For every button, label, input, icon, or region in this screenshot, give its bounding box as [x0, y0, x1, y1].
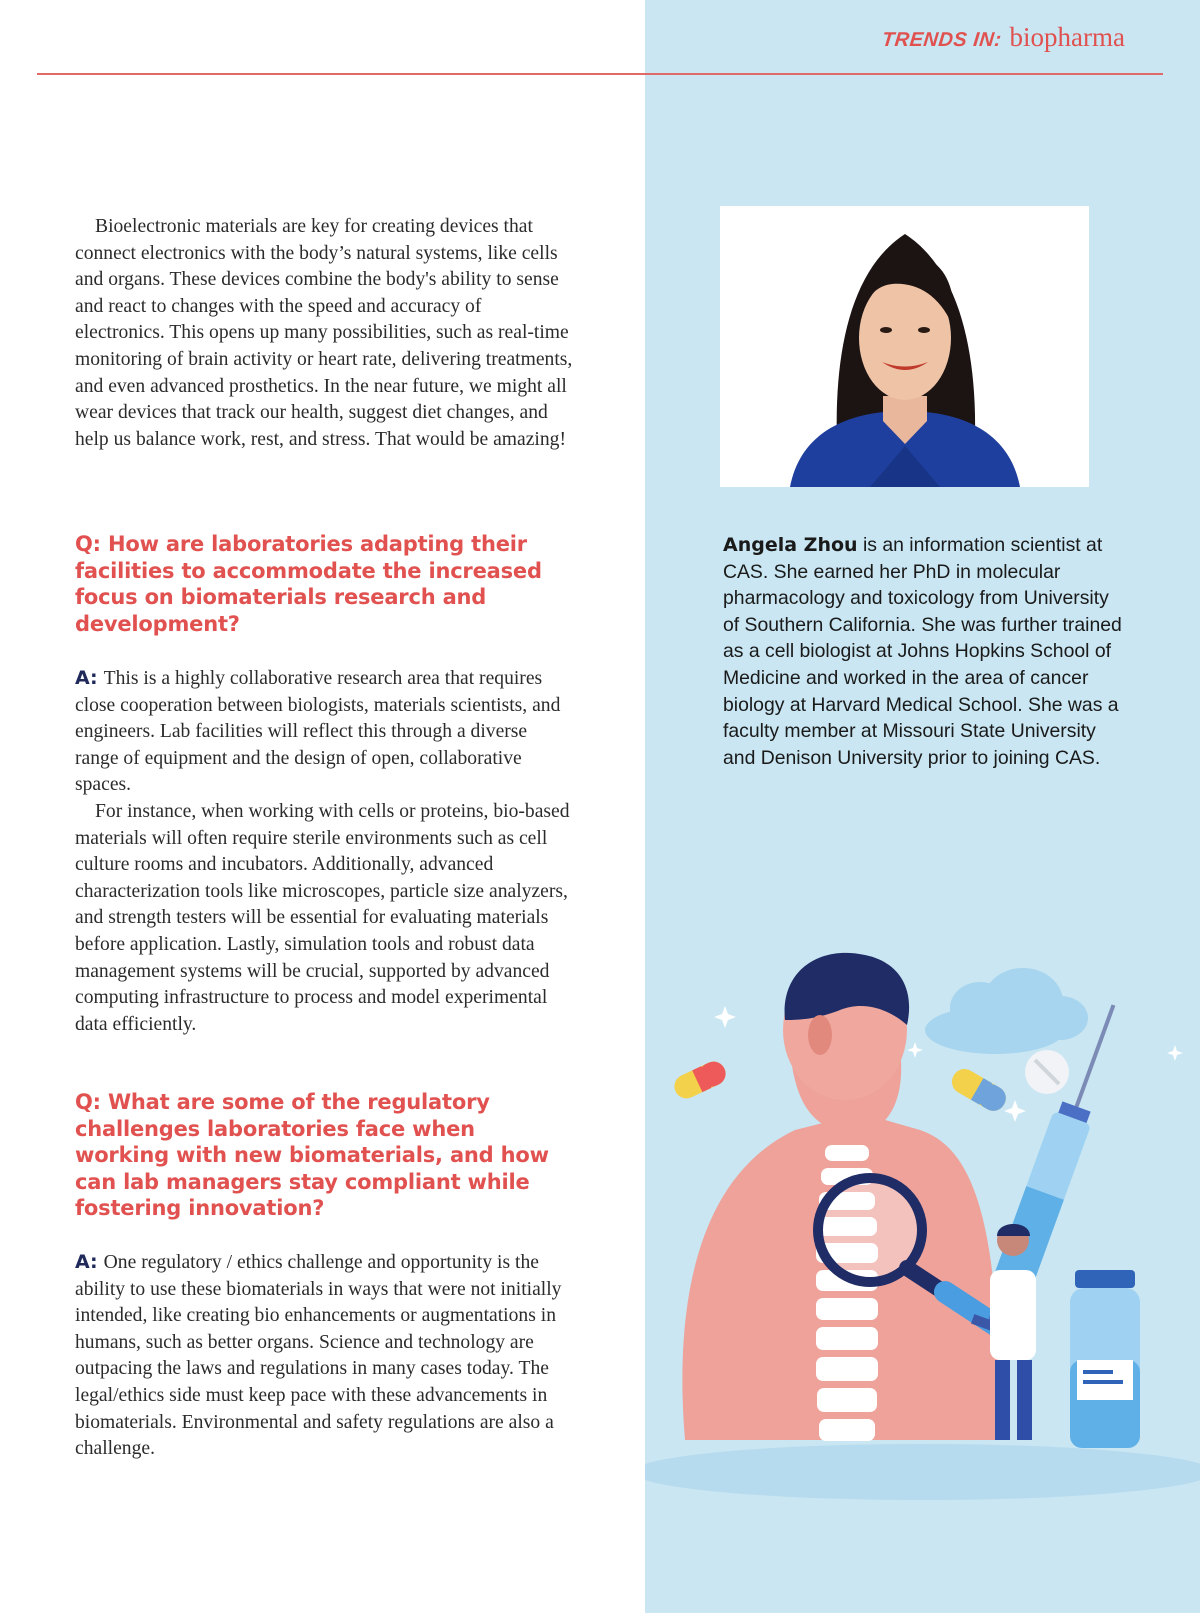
medical-illustration	[645, 940, 1200, 1510]
answer-label: A:	[75, 667, 98, 689]
author-bio-text: is an information scientist at CAS. She earned her PhD in molecular pharmacology and toxicology from University of Southern California. She was further trained as a cell biologist at Johns Hopkins School of Medicine and worked in the area of cancer biology at Harvard Medical School. She was a faculty member at Missouri State University and Denison University prior to joining CAS.	[723, 534, 1122, 769]
cloud-shape	[925, 968, 1088, 1054]
answer-2-paragraph	[75, 1249, 575, 1463]
section-label: biopharma	[1009, 22, 1125, 52]
question-2-block	[75, 1089, 575, 1222]
question-1-block	[75, 531, 575, 637]
question-2: Q: What are some of the regulatory challenges laboratories face when working with new biomaterials, and how can lab managers stay compliant while fostering innovation?	[75, 1090, 549, 1220]
spine-illustration	[645, 940, 1200, 1510]
brand-label: TRENDS IN:	[880, 29, 1003, 51]
question-1: Q: How are laboratories adapting their facilities to accommodate the increased focus on biomaterials research and development?	[75, 532, 542, 636]
answer-1-paragraph-2: For instance, when working with cells or proteins, bio-based materials will often require sterile environments such as cell culture rooms and incubators. Additionally, advanced characterization tools like microscopes, particle size analyzers, and strength testers will be essential for evaluating materials before application. Lastly, simulation tools and robust data management systems will be crucial, supported by advanced computing infrastructure to process and model experimental data efficiently.	[75, 800, 570, 1035]
answer-label: A:	[75, 1251, 98, 1273]
medicine-bottle	[1070, 1270, 1140, 1448]
answer-2-block	[75, 1249, 575, 1463]
page-header	[882, 22, 1125, 53]
author-name: Angela Zhou	[723, 534, 858, 556]
answer-1-paragraph-1	[75, 665, 575, 799]
header-divider	[37, 73, 1163, 75]
author-portrait	[720, 206, 1089, 487]
intro-paragraph: Bioelectronic materials are key for creating devices that connect electronics with the body’s natural systems, like cells and organs. These devices combine the body's ability to sense and react to changes with the speed and accuracy of electronics. This opens up many possibilities, such as real-time monitoring of brain activity or heart rate, delivering treatments, and even advanced prosthetics. In the near future, we might all wear devices that track our health, suggest diet changes, and help us balance work, rest, and stress. That would be amazing!	[75, 216, 573, 450]
answer-1-text: This is a highly collaborative research area that requires close cooperation between biologists, materials scientists, and engineers. Lab facilities will reflect this through a diverse range of equipment and the design of open, collaborative spaces.	[75, 668, 561, 796]
intro-paragraph-block	[75, 214, 575, 453]
author-bio	[723, 532, 1123, 771]
portrait-illustration	[720, 206, 1089, 487]
answer-2-text: One regulatory / ethics challenge and opportunity is the ability to use these biomaterials in ways that were not initially intended, like creating bio enhancements or augmentations in humans, such as better organs. Science and technology are outpacing the laws and regulations in many cases today. The legal/ethics side must keep pace with these advancements in biomaterials. Environmental and safety regulations are also a challenge.	[75, 1252, 562, 1460]
answer-1-block	[75, 665, 575, 1038]
